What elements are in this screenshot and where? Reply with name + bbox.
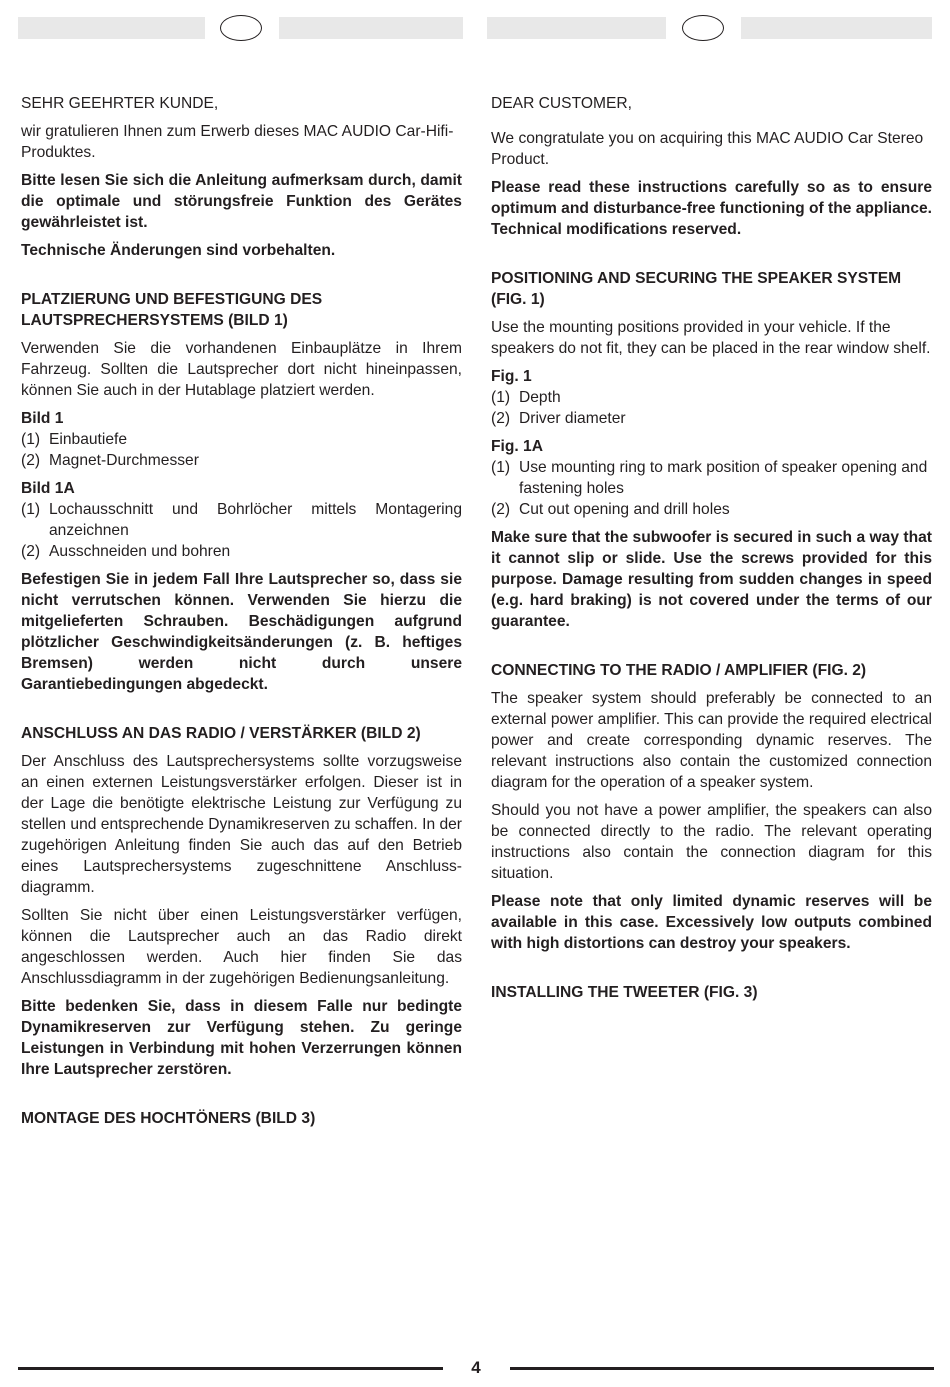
de-fig1a-list: [21, 499, 462, 562]
de-section-placement-title: PLATZIERUNG UND BEFESTIGUNG DES LAUTSPRECHERSYSTEMS (BILD 1): [21, 291, 323, 329]
column-english: [491, 93, 932, 1010]
de-salutation: SEHR GEEHRTER KUNDE,: [21, 95, 219, 112]
en-section-tweeter-title: INSTALLING THE TWEETER (FIG. 3): [491, 984, 758, 1001]
en-fig1a-label: Fig. 1A: [491, 438, 543, 455]
list-item: (2) Driver diameter: [491, 410, 626, 427]
list-item: (2) Cut out opening and drill holes: [491, 501, 730, 518]
de-section-connection-title: ANSCHLUSS AN DAS RADIO / VERSTÄRKER (BILD 2): [21, 725, 421, 742]
page-number: 4: [471, 1358, 481, 1377]
de-section-connection-warning: Bitte bedenken Sie, dass in diesem Falle nur bedingte Dynamikreserven zur Verfügung stehen. Zu geringe Leistungen in Verbindung mit hohen Verzerrungen können Ihre Lautsprecher zerstören.: [21, 998, 462, 1078]
en-fig1-label: Fig. 1: [491, 368, 532, 385]
de-section-placement-text: Verwenden Sie die vorhandenen Einbauplätze in Ihrem Fahrzeug. Sollten die Lautsprecher dort nicht hineinpassen, können Sie auch in der Hutablage platziert werden.: [21, 340, 462, 399]
en-section-connection-text-2: Should you not have a power amplifier, the speakers can also be connected directly to the radio. The relevant operating instructions also contain the connection diagram for this situation.: [491, 802, 932, 882]
en-section-connection-warning: Please note that only limited dynamic reserves will be available in this case. Excessively low outputs combined with high distortions can destroy your speakers.: [491, 893, 932, 952]
de-section-tweeter-title: MONTAGE DES HOCHTÖNERS (BILD 3): [21, 1110, 316, 1127]
language-flag-de: [220, 15, 262, 41]
column-german: [21, 93, 462, 1136]
list-item: (1) Einbautiefe: [21, 431, 128, 448]
en-intro: We congratulate you on acquiring this MAC AUDIO Car Stereo Product.: [491, 130, 924, 168]
en-salutation: DEAR CUSTOMER,: [491, 95, 632, 112]
de-notice: Bitte lesen Sie sich die Anleitung aufmerksam durch, damit die optimale und störungsfreie Funktion des Gerätes gewährleistet ist.: [21, 172, 462, 231]
header-bar-right-b: [741, 17, 932, 39]
en-section-positioning-title: POSITIONING AND SECURING THE SPEAKER SYSTEM (FIG. 1): [491, 270, 902, 308]
de-fig1-label: Bild 1: [21, 410, 64, 427]
language-flag-en: [682, 15, 724, 41]
en-section-positioning-warning: Make sure that the subwoofer is secured in such a way that it cannot slip or slide. Use the screws provided for this purpose. Damage resulting from sudden changes in speed (e.g. hard braking) is not covered under the terms of our guarantee.: [491, 529, 932, 630]
de-fig1-list: [21, 429, 462, 471]
footer-rule-left: [18, 1367, 443, 1370]
en-section-positioning-text: Use the mounting positions provided in your vehicle. If the speakers do not fit, they can be placed in the rear window shelf.: [491, 319, 931, 357]
en-fig1a-list: [491, 457, 932, 520]
de-section-placement-warning: Befestigen Sie in jedem Fall Ihre Lautsprecher so, dass sie nicht verrutschen können. Verwenden Sie hierzu die mitgelieferten Schrauben. Beschädigungen aufgrund plötzlicher Geschwindigkeitsänderungen (z. B. heftiges Bremsen) werden nicht durch unsere Garantiebedingungen abgedeckt.: [21, 571, 462, 693]
header-bar-left-b: [279, 17, 463, 39]
footer-rule-right: [510, 1367, 934, 1370]
de-fig1a-label: Bild 1A: [21, 480, 75, 497]
list-item: (1) Lochausschnitt und Bohrlöcher mittels Montagering anzeichnen: [21, 501, 462, 539]
en-notice: Please read these instructions carefully so as to ensure optimum and disturbance-free functioning of the appliance. Technical modifications reserved.: [491, 179, 932, 238]
de-tech-note: Technische Änderungen sind vorbehalten.: [21, 242, 336, 259]
en-section-connection-title: CONNECTING TO THE RADIO / AMPLIFIER (FIG. 2): [491, 662, 867, 679]
header-bar-left-a: [18, 17, 205, 39]
de-section-connection-text-1: Der Anschluss des Lautsprechersystems sollte vorzugsweise an einen externen Leistungsverstärker erfolgen. Dieser ist in der Lage die benötigte elektrische Leistung zur Verfügung zu stellen und entsprechende Dynamikreserven zu schaffen. In der zugehörigen Anleitung finden Sie auch das auf den Betrieb eines Lautsprechersystems zugeschnittene Anschluss-diagramm.: [21, 753, 462, 896]
list-item: (1) Depth: [491, 389, 561, 406]
header-bar-right-a: [487, 17, 666, 39]
list-item: (1) Use mounting ring to mark position of speaker opening and fastening holes: [491, 459, 928, 497]
de-section-connection-text-2: Sollten Sie nicht über einen Leistungsverstärker verfügen, können die Lautsprecher auch an das Radio direkt angeschlossen werden. Auch hier finden Sie das Anschlussdiagramm in der zugehörigen Bedienungsanleitung.: [21, 907, 462, 987]
en-section-connection-text-1: The speaker system should preferably be connected to an external power amplifier. This can provide the required electrical power and create corresponding dynamic reserves. The relevant instructions also contain the customized connection diagram for the operation of a speaker system.: [491, 690, 932, 791]
en-fig1-list: [491, 387, 932, 429]
de-intro: wir gratulieren Ihnen zum Erwerb dieses MAC AUDIO Car-Hifi-Produktes.: [21, 123, 454, 161]
list-item: (2) Ausschneiden und bohren: [21, 543, 231, 560]
list-item: (2) Magnet-Durchmesser: [21, 452, 199, 469]
